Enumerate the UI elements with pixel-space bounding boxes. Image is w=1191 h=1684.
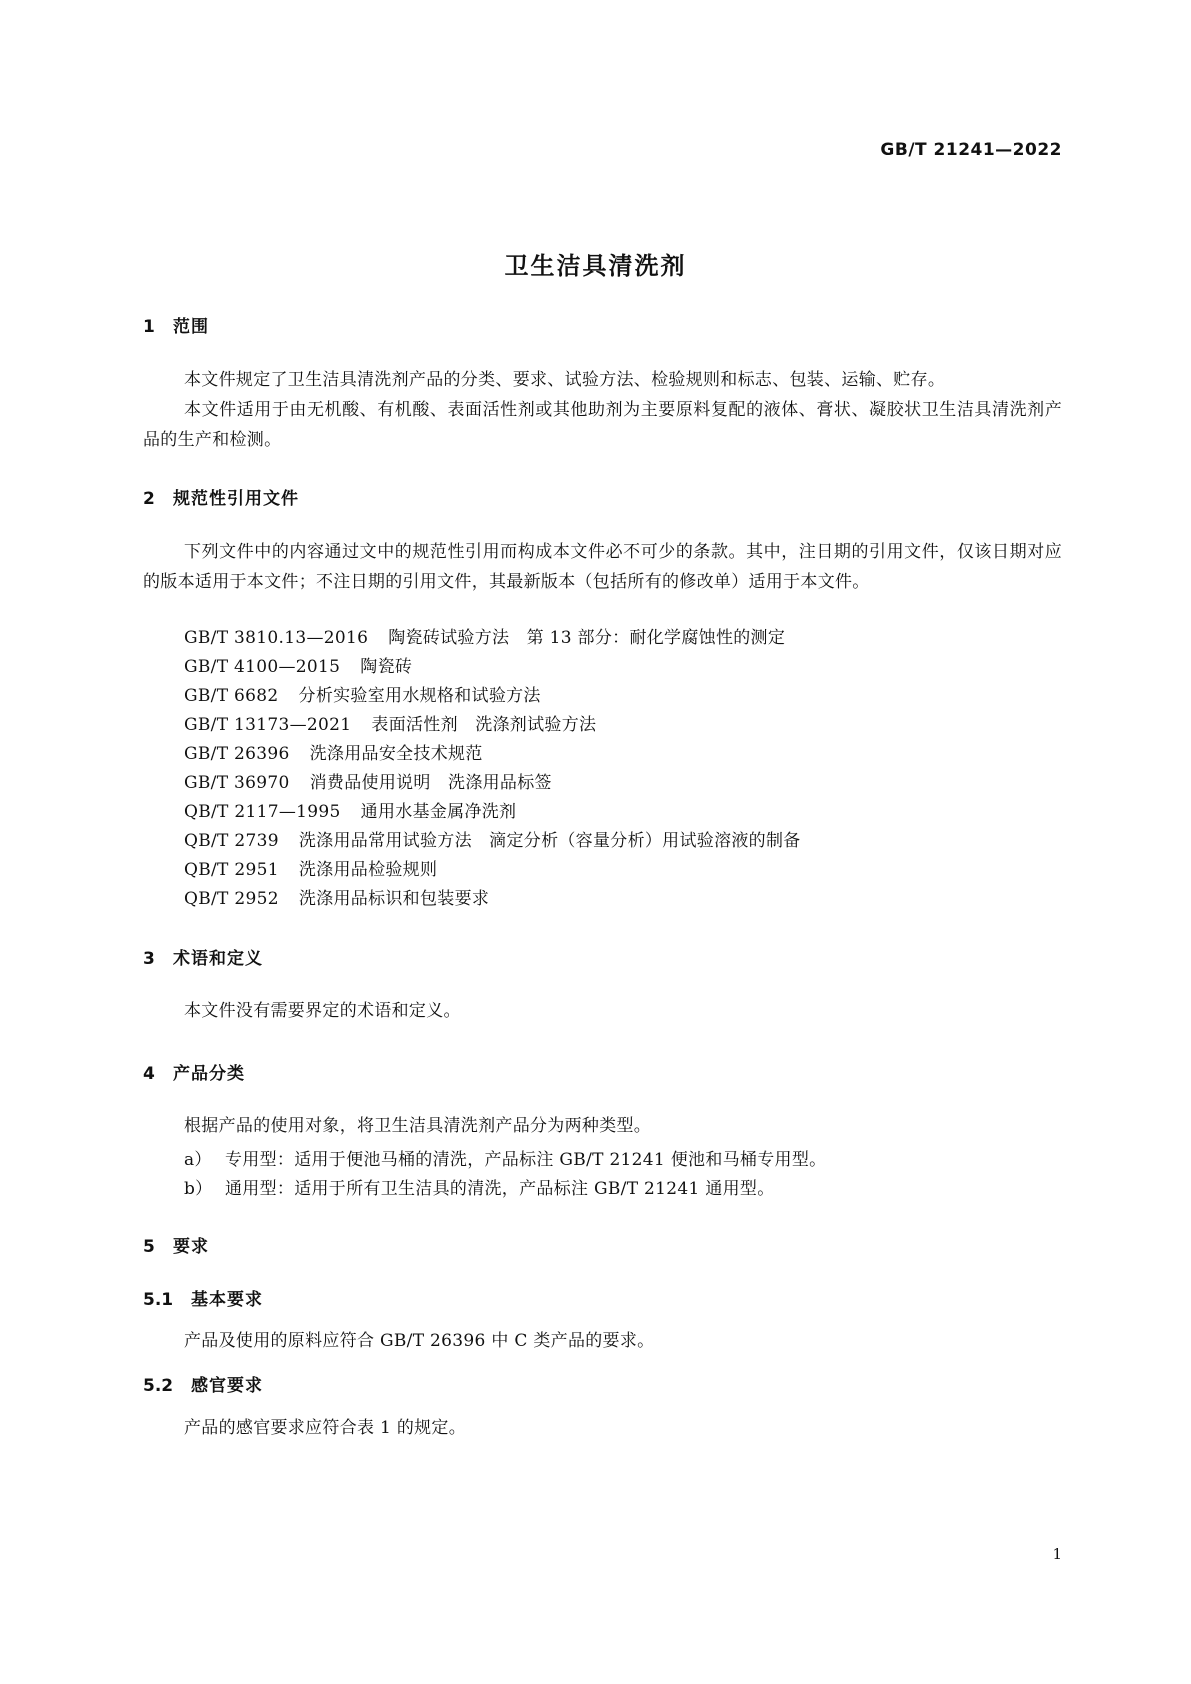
list-item <box>184 1145 826 1170</box>
section-number: 2 <box>143 489 155 509</box>
section-number: 4 <box>143 1064 155 1084</box>
reference-item <box>184 855 437 880</box>
list-item <box>184 1174 775 1199</box>
list-item-text: 专用型：适用于便池马桶的清洗，产品标注 GB/T 21241 便池和马桶专用型。 <box>225 1150 827 1170</box>
subsection-5-2-heading <box>143 1371 263 1396</box>
list-marker: b） <box>184 1179 213 1199</box>
reference-item <box>184 623 785 648</box>
reference-title: 分析实验室用水规格和试验方法 <box>298 686 541 706</box>
sensory-requirements-paragraph: 产品的感官要求应符合表 1 的规定。 <box>184 1418 467 1438</box>
reference-title: 洗涤用品检验规则 <box>298 860 438 880</box>
reference-code: QB/T 2951 <box>184 860 279 880</box>
subsection-number: 5.1 <box>143 1290 174 1310</box>
reference-code: GB/T 6682 <box>184 686 279 706</box>
reference-title: 通用水基金属净洗剂 <box>360 802 517 822</box>
reference-code: GB/T 13173—2021 <box>184 715 352 735</box>
section-3-heading <box>143 944 263 969</box>
reference-title: 表面活性剂 洗涤剂试验方法 <box>371 715 597 735</box>
section-4-heading <box>143 1059 245 1084</box>
reference-title: 消费品使用说明 洗涤用品标签 <box>309 773 552 793</box>
reference-item <box>184 652 412 677</box>
subsection-5-1-heading <box>143 1285 263 1310</box>
section-title: 产品分类 <box>173 1064 245 1084</box>
basic-requirements-paragraph: 产品及使用的原料应符合 GB/T 26396 中 C 类产品的要求。 <box>184 1331 655 1351</box>
subsection-title: 感官要求 <box>191 1376 263 1396</box>
reference-item <box>184 739 483 764</box>
list-item-text: 通用型：适用于所有卫生洁具的清洗，产品标注 GB/T 21241 通用型。 <box>225 1179 775 1199</box>
section-1-heading <box>143 312 209 337</box>
reference-item <box>184 826 801 851</box>
reference-code: QB/T 2952 <box>184 889 279 909</box>
reference-code: GB/T 4100—2015 <box>184 657 341 677</box>
reference-title: 洗涤用品安全技术规范 <box>309 744 483 764</box>
section-title: 范围 <box>173 317 209 337</box>
references-intro: 下列文件中的内容通过文中的规范性引用而构成本文件必不可少的条款。其中，注日期的引用文件，仅该日期对应的版本适用于本文件；不注日期的引用文件，其最新版本（包括所有的修改单）适用于本文件。 <box>143 542 1062 592</box>
section-title: 规范性引用文件 <box>173 489 299 509</box>
reference-title: 洗涤用品常用试验方法 滴定分析（容量分析）用试验溶液的制备 <box>298 831 801 851</box>
list-marker: a） <box>184 1150 212 1170</box>
section-title: 要求 <box>173 1237 209 1257</box>
terms-paragraph: 本文件没有需要界定的术语和定义。 <box>184 1001 461 1021</box>
reference-code: GB/T 26396 <box>184 744 290 764</box>
reference-item <box>184 768 552 793</box>
reference-item <box>184 710 596 735</box>
reference-title: 陶瓷砖试验方法 第 13 部分：耐化学腐蚀性的测定 <box>388 628 786 648</box>
page-number: 1 <box>1052 1545 1062 1563</box>
reference-code: GB/T 36970 <box>184 773 290 793</box>
reference-title: 陶瓷砖 <box>360 657 413 677</box>
document-title: 卫生洁具清洗剂 <box>504 252 687 280</box>
section-number: 1 <box>143 317 155 337</box>
section-number: 3 <box>143 949 155 969</box>
scope-paragraph-2: 本文件适用于由无机酸、有机酸、表面活性剂或其他助剂为主要原料复配的液体、膏状、凝胶状卫生洁具清洗剂产品的生产和检测。 <box>143 400 1062 450</box>
subsection-title: 基本要求 <box>191 1290 263 1310</box>
reference-item <box>184 681 541 706</box>
section-title: 术语和定义 <box>173 949 263 969</box>
classification-intro: 根据产品的使用对象，将卫生洁具清洗剂产品分为两种类型。 <box>184 1116 652 1136</box>
reference-code: GB/T 3810.13—2016 <box>184 628 369 648</box>
reference-code: QB/T 2739 <box>184 831 279 851</box>
subsection-number: 5.2 <box>143 1376 174 1396</box>
section-5-heading <box>143 1232 209 1257</box>
reference-code: QB/T 2117—1995 <box>184 802 341 822</box>
scope-paragraph-1: 本文件规定了卫生洁具清洗剂产品的分类、要求、试验方法、检验规则和标志、包装、运输、贮存。 <box>184 370 946 390</box>
section-number: 5 <box>143 1237 155 1257</box>
reference-item <box>184 797 516 822</box>
reference-item <box>184 884 489 909</box>
section-2-heading <box>143 484 299 509</box>
reference-title: 洗涤用品标识和包装要求 <box>298 889 490 909</box>
standard-code: GB/T 21241—2022 <box>880 140 1062 160</box>
